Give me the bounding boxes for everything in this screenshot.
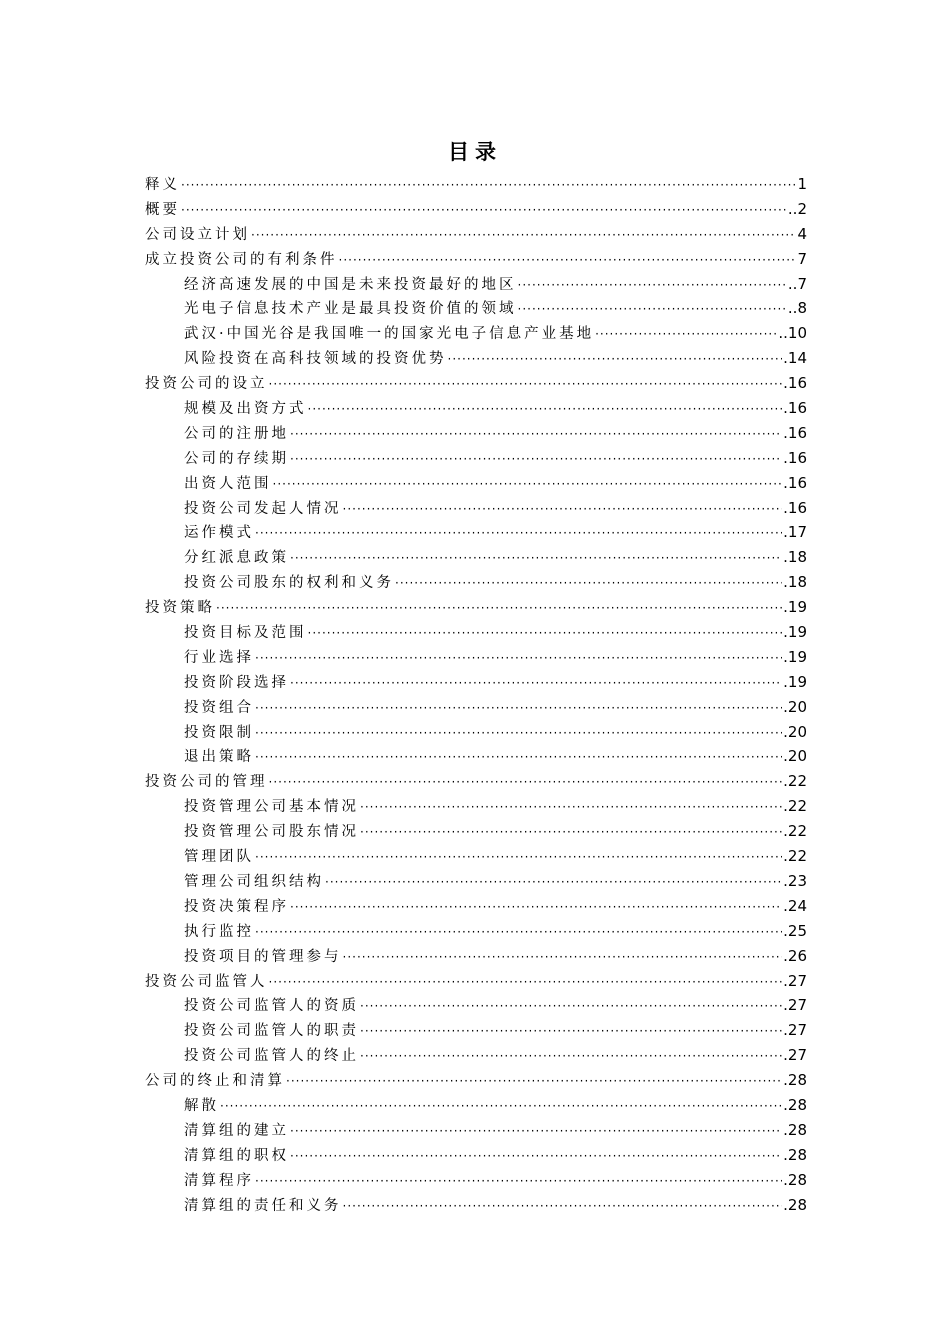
toc-entry-chapter[interactable] bbox=[145, 595, 807, 620]
toc-entry-page-number: .16 bbox=[783, 374, 807, 393]
toc-entry-section[interactable] bbox=[145, 545, 807, 570]
toc-entry-label: 投资管理公司股东情况 bbox=[184, 824, 359, 841]
toc-entry-page-number: 7 bbox=[797, 249, 807, 268]
toc-entry-label: 投资公司的设立 bbox=[145, 376, 268, 393]
toc-entry-page-number: .28 bbox=[783, 1195, 807, 1214]
toc-dot-leader bbox=[325, 870, 782, 895]
toc-entry-page-number: .20 bbox=[783, 747, 807, 766]
toc-dot-leader bbox=[343, 945, 783, 970]
toc-entry-page-number: .14 bbox=[783, 349, 807, 368]
toc-entry-section[interactable] bbox=[145, 496, 807, 521]
toc-entry-section[interactable] bbox=[145, 869, 807, 894]
toc-entry-label: 公司的存续期 bbox=[184, 450, 289, 467]
toc-entry-page-number: .22 bbox=[783, 772, 807, 791]
toc-entry-label: 清算程序 bbox=[184, 1172, 254, 1189]
toc-list bbox=[145, 172, 807, 1217]
toc-entry-section[interactable] bbox=[145, 346, 807, 371]
toc-entry-label: 投资项目的管理参与 bbox=[184, 948, 342, 965]
toc-entry-page-number: .22 bbox=[783, 847, 807, 866]
toc-entry-chapter[interactable] bbox=[145, 172, 807, 197]
toc-entry-page-number: .20 bbox=[783, 697, 807, 716]
toc-dot-leader bbox=[360, 994, 782, 1019]
toc-entry-section[interactable] bbox=[145, 570, 807, 595]
toc-entry-page-number: .17 bbox=[783, 523, 807, 542]
toc-title: 目录 bbox=[448, 139, 502, 164]
toc-dot-leader bbox=[251, 223, 796, 248]
toc-dot-leader bbox=[360, 1044, 782, 1069]
toc-entry-section[interactable] bbox=[145, 296, 807, 321]
toc-entry-page-number: 1 bbox=[797, 175, 807, 193]
toc-entry-chapter[interactable] bbox=[145, 222, 807, 247]
toc-entry-page-number: ..10 bbox=[778, 324, 807, 343]
toc-entry-label: 管理团队 bbox=[184, 849, 254, 866]
toc-entry-label: 清算组的责任和义务 bbox=[184, 1197, 342, 1214]
toc-dot-leader bbox=[255, 920, 782, 945]
toc-entry-page-number: .16 bbox=[783, 423, 807, 442]
toc-entry-page-number: .24 bbox=[783, 896, 807, 915]
toc-dot-leader bbox=[269, 970, 783, 995]
toc-entry-section[interactable] bbox=[145, 819, 807, 844]
toc-entry-label: 光电子信息技术产业是最具投资价值的领域 bbox=[184, 301, 517, 318]
toc-dot-leader bbox=[290, 447, 782, 472]
toc-entry-page-number: .27 bbox=[783, 971, 807, 990]
toc-entry-section[interactable] bbox=[145, 794, 807, 819]
toc-entry-label: 投资管理公司基本情况 bbox=[184, 799, 359, 816]
toc-entry-label: 投资公司的管理 bbox=[145, 774, 268, 791]
toc-dot-leader bbox=[308, 621, 783, 646]
toc-dot-leader bbox=[255, 745, 782, 770]
toc-entry-section[interactable] bbox=[145, 894, 807, 919]
toc-entry-page-number: .27 bbox=[783, 996, 807, 1015]
toc-entry-label: 投资目标及范围 bbox=[184, 625, 307, 642]
toc-entry-label: 投资阶段选择 bbox=[184, 674, 289, 691]
toc-entry-page-number: .16 bbox=[783, 399, 807, 418]
toc-entry-section[interactable] bbox=[145, 620, 807, 645]
toc-entry-label: 出资人范围 bbox=[184, 475, 272, 492]
toc-entry-label: 经济高速发展的中国是未来投资最好的地区 bbox=[184, 276, 517, 293]
toc-entry-page-number: .27 bbox=[783, 1046, 807, 1065]
toc-entry-page-number: .16 bbox=[783, 498, 807, 517]
toc-dot-leader bbox=[286, 1069, 782, 1094]
toc-entry-page-number: .28 bbox=[783, 1145, 807, 1164]
toc-entry-page-number: .26 bbox=[783, 946, 807, 965]
toc-dot-leader bbox=[343, 497, 783, 522]
toc-entry-section[interactable] bbox=[145, 744, 807, 769]
toc-entry-page-number: .27 bbox=[783, 1021, 807, 1040]
toc-entry-label: 投资决策程序 bbox=[184, 898, 289, 915]
toc-entry-section[interactable] bbox=[145, 993, 807, 1018]
toc-entry-label: 投资策略 bbox=[145, 600, 215, 617]
toc-dot-leader bbox=[255, 845, 782, 870]
toc-entry-label: 公司的终止和清算 bbox=[145, 1073, 285, 1090]
toc-dot-leader bbox=[308, 397, 783, 422]
toc-dot-leader bbox=[290, 1119, 782, 1144]
toc-entry-chapter[interactable] bbox=[145, 371, 807, 396]
toc-entry-chapter[interactable] bbox=[145, 247, 807, 272]
toc-entry-section[interactable] bbox=[145, 645, 807, 670]
toc-entry-page-number: .19 bbox=[783, 598, 807, 617]
toc-entry-page-number: .19 bbox=[783, 623, 807, 642]
toc-dot-leader bbox=[255, 646, 782, 671]
toc-entry-page-number: .18 bbox=[783, 548, 807, 567]
toc-dot-leader bbox=[448, 347, 783, 372]
toc-entry-section[interactable] bbox=[145, 944, 807, 969]
toc-entry-page-number: ..8 bbox=[787, 299, 807, 318]
toc-entry-page-number: .18 bbox=[783, 573, 807, 592]
toc-entry-label: 投资公司监管人的资质 bbox=[184, 998, 359, 1015]
toc-entry-page-number: .16 bbox=[783, 448, 807, 467]
toc-entry-section[interactable] bbox=[145, 1193, 807, 1218]
toc-entry-chapter[interactable] bbox=[145, 197, 807, 222]
toc-dot-leader bbox=[255, 696, 782, 721]
toc-dot-leader bbox=[518, 273, 787, 298]
toc-entry-page-number: .28 bbox=[783, 1120, 807, 1139]
toc-dot-leader bbox=[360, 795, 782, 820]
toc-entry-label: 武汉·中国光谷是我国唯一的国家光电子信息产业基地 bbox=[184, 326, 595, 343]
toc-entry-label: 投资公司发起人情况 bbox=[184, 500, 342, 517]
toc-dot-leader bbox=[339, 248, 797, 273]
toc-entry-label: 投资公司监管人的终止 bbox=[184, 1048, 359, 1065]
toc-entry-section[interactable] bbox=[145, 720, 807, 745]
toc-entry-label: 解散 bbox=[184, 1097, 219, 1114]
toc-entry-label: 投资公司股东的权利和义务 bbox=[184, 575, 394, 592]
toc-entry-section[interactable] bbox=[145, 520, 807, 545]
toc-entry-label: 风险投资在高科技领域的投资优势 bbox=[184, 351, 447, 368]
toc-entry-page-number: .22 bbox=[783, 822, 807, 841]
toc-dot-leader bbox=[290, 1144, 782, 1169]
toc-dot-leader bbox=[290, 671, 782, 696]
toc-entry-label: 规模及出资方式 bbox=[184, 401, 307, 418]
toc-entry-section[interactable] bbox=[145, 844, 807, 869]
toc-entry-label: 投资限制 bbox=[184, 724, 254, 741]
toc-entry-label: 清算组的职权 bbox=[184, 1147, 289, 1164]
toc-entry-chapter[interactable] bbox=[145, 769, 807, 794]
toc-entry-page-number: .23 bbox=[783, 871, 807, 890]
toc-entry-label: 成立投资公司的有利条件 bbox=[145, 251, 338, 268]
toc-entry-page-number: .28 bbox=[783, 1095, 807, 1114]
toc-entry-page-number: .22 bbox=[783, 797, 807, 816]
toc-dot-leader bbox=[290, 895, 782, 920]
toc-entry-label: 分红派息政策 bbox=[184, 550, 289, 567]
toc-dot-leader bbox=[255, 1169, 782, 1194]
toc-entry-label: 投资组合 bbox=[184, 699, 254, 716]
toc-entry-chapter[interactable] bbox=[145, 969, 807, 994]
toc-dot-leader bbox=[360, 820, 782, 845]
toc-entry-section[interactable] bbox=[145, 272, 807, 297]
toc-entry-section[interactable] bbox=[145, 695, 807, 720]
toc-entry-label: 行业选择 bbox=[184, 649, 254, 666]
toc-entry-label: 概要 bbox=[145, 201, 180, 218]
toc-entry-section[interactable] bbox=[145, 1018, 807, 1043]
toc-entry-page-number: .16 bbox=[783, 473, 807, 492]
toc-dot-leader bbox=[255, 521, 782, 546]
toc-dot-leader bbox=[395, 571, 782, 596]
toc-dot-leader bbox=[518, 297, 787, 322]
toc-dot-leader bbox=[290, 546, 782, 571]
toc-entry-section[interactable] bbox=[145, 1168, 807, 1193]
toc-entry-page-number: .20 bbox=[783, 722, 807, 741]
toc-entry-page-number: .28 bbox=[783, 1071, 807, 1090]
toc-entry-page-number: ..7 bbox=[787, 274, 807, 293]
toc-dot-leader bbox=[269, 372, 783, 397]
toc-dot-leader bbox=[181, 198, 787, 223]
toc-dot-leader bbox=[595, 322, 777, 347]
toc-dot-leader bbox=[216, 596, 782, 621]
toc-entry-label: 运作模式 bbox=[184, 525, 254, 542]
toc-entry-chapter[interactable] bbox=[145, 1068, 807, 1093]
toc-entry-page-number: 4 bbox=[797, 224, 807, 243]
toc-entry-label: 投资公司监管人 bbox=[145, 973, 268, 990]
toc-entry-section[interactable] bbox=[145, 1118, 807, 1143]
toc-entry-section[interactable] bbox=[145, 321, 807, 346]
toc-entry-section[interactable] bbox=[145, 1043, 807, 1068]
toc-entry-page-number: .19 bbox=[783, 672, 807, 691]
toc-entry-section[interactable] bbox=[145, 446, 807, 471]
toc-entry-section[interactable] bbox=[145, 919, 807, 944]
toc-entry-section[interactable] bbox=[145, 1143, 807, 1168]
toc-dot-leader bbox=[181, 173, 796, 198]
toc-entry-section[interactable] bbox=[145, 1093, 807, 1118]
toc-dot-leader bbox=[269, 770, 783, 795]
toc-entry-label: 公司的注册地 bbox=[184, 425, 289, 442]
toc-entry-label: 释义 bbox=[145, 177, 180, 193]
toc-entry-label: 退出策略 bbox=[184, 749, 254, 766]
toc-entry-page-number: ..2 bbox=[787, 199, 807, 218]
toc-entry-section[interactable] bbox=[145, 670, 807, 695]
toc-entry-section[interactable] bbox=[145, 471, 807, 496]
toc-dot-leader bbox=[290, 422, 782, 447]
toc-dot-leader bbox=[255, 721, 782, 746]
toc-entry-page-number: .25 bbox=[783, 921, 807, 940]
toc-entry-page-number: .28 bbox=[783, 1170, 807, 1189]
toc-entry-section[interactable] bbox=[145, 421, 807, 446]
toc-entry-label: 执行监控 bbox=[184, 923, 254, 940]
toc-entry-label: 管理公司组织结构 bbox=[184, 873, 324, 890]
toc-entry-label: 公司设立计划 bbox=[145, 226, 250, 243]
toc-dot-leader bbox=[273, 472, 783, 497]
toc-dot-leader bbox=[360, 1019, 782, 1044]
toc-entry-page-number: .19 bbox=[783, 647, 807, 666]
toc-dot-leader bbox=[343, 1194, 783, 1219]
toc-entry-section[interactable] bbox=[145, 396, 807, 421]
toc-entry-label: 清算组的建立 bbox=[184, 1122, 289, 1139]
toc-entry-label: 投资公司监管人的职责 bbox=[184, 1023, 359, 1040]
toc-dot-leader bbox=[220, 1094, 782, 1119]
